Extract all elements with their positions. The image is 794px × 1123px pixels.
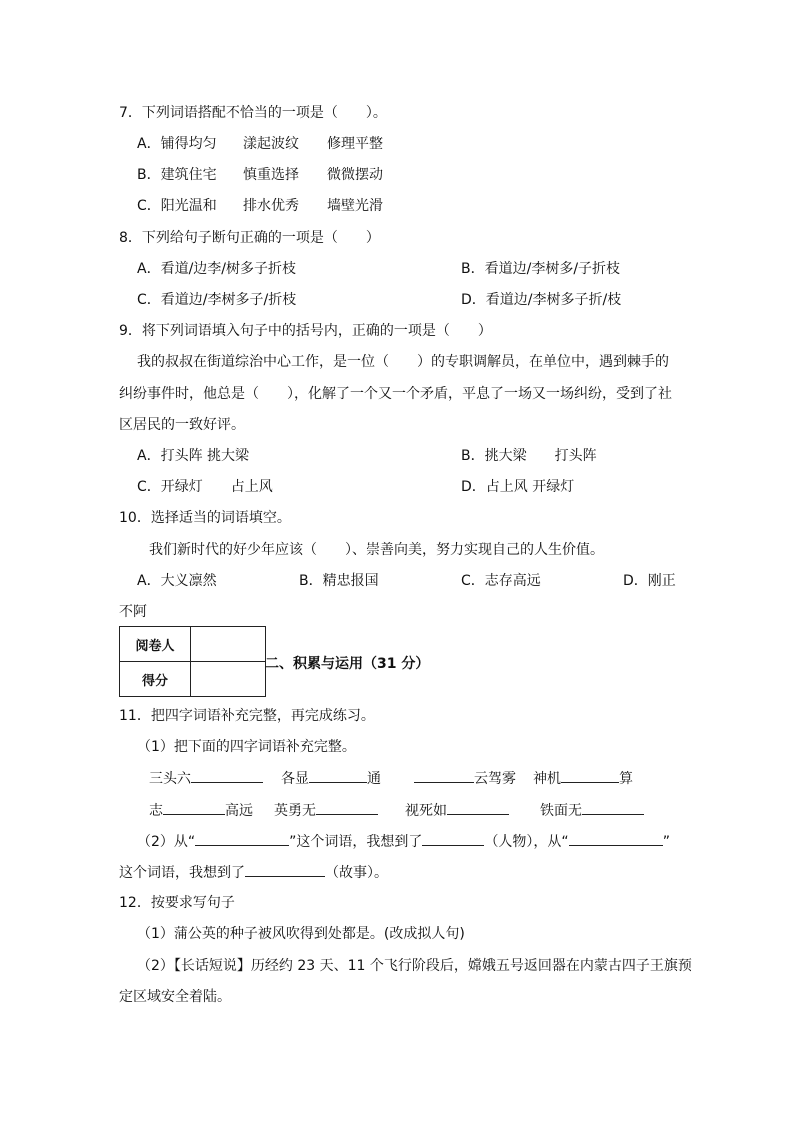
q11-item-3 [414,768,516,789]
q8-option-a: A．看道/边李/树多子折枝 [137,261,297,277]
q9-passage-line3: 区居民的一致好评。 [119,417,245,433]
q11-item-6-text: 英勇无 [274,803,316,819]
q8-option-d: D．看道边/李树多子折/枝 [461,292,622,308]
q9-option-b: B．挑大梁 打头阵 [461,448,597,464]
q11-item-8 [540,800,644,821]
q12-stem: 12．按要求写句子 [119,895,235,911]
fill-blank[interactable] [422,831,484,846]
q10-option-a: A．大义凛然 [137,573,217,589]
fill-blank[interactable] [309,768,367,783]
q10-sentence: 我们新时代的好少年应该（ ）、崇善向美，努力实现自己的人生价值。 [149,542,604,558]
fill-blank[interactable] [316,800,378,815]
q11-sub2-text-3: （人物），从“ [484,834,569,850]
section-2-heading: 二、积累与运用（31 分） [265,656,430,672]
q11-item-5-text: 志 [149,803,163,819]
fill-blank[interactable] [582,800,644,815]
q11-item-1-text: 三头六 [149,771,191,787]
q7-option-c-3: 墙壁光滑 [327,198,383,214]
q7-option-c-2: 排水优秀 [243,198,299,214]
q7-option-b-3: 微微摆动 [327,167,383,183]
q9-passage-line2: 纠纷事件时，他总是（ ），化解了一个又一个矛盾，平息了一场又一场纠纷，受到了社 [119,386,672,402]
score-label: 得分 [120,662,191,697]
q8-option-c: C．看道边/李树多子/折枝 [137,292,297,308]
q10-option-d: D．刚正 [623,573,676,589]
q8-stem: 8．下列给句子断句正确的一项是（ ） [119,230,380,246]
q9-option-c: C．开绿灯 占上风 [137,479,273,495]
q11-sub1: （1）把下面的四字词语补充完整。 [137,739,356,755]
q11-item-8-text: 铁面无 [540,803,582,819]
q11-item-2 [281,768,381,789]
q11-item-2-text-end: 通 [367,771,381,787]
q11-sub2-line1 [137,831,670,852]
q11-sub2-text-2: ”这个词语，我想到了 [289,834,423,850]
q12-sub2-line2: 定区域安全着陆。 [119,989,231,1005]
fill-blank[interactable] [561,768,619,783]
q8-option-b: B．看道边/李树多/子折枝 [461,261,621,277]
q7-option-c-1: C．阳光温和 [137,198,217,214]
fill-blank[interactable] [245,862,325,877]
q10-option-c: C．志存高远 [461,573,541,589]
score-cell[interactable] [191,662,266,697]
q11-sub2-text-4: ” [662,834,670,850]
q11-item-6 [274,800,378,821]
q11-item-7 [405,800,509,821]
q10-option-d-wrap: 不阿 [119,604,147,620]
q11-sub2-text-1: （2）从“ [137,834,196,850]
fill-blank[interactable] [163,800,225,815]
q11-item-4 [533,768,633,789]
q11-item-3-text: 云驾雾 [474,771,516,787]
q11-sub2-line2 [119,862,388,883]
q9-option-a: A．打头阵 挑大梁 [137,448,250,464]
q11-item-4-text-end: 算 [619,771,633,787]
q11-item-4-text: 神机 [533,771,561,787]
q7-option-a-3: 修理平整 [327,136,383,152]
reviewer-cell[interactable] [191,627,266,662]
q12-sub2-line1: （2）【长话短说】历经约 23 天、11 个飞行阶段后，嫦娥五号返回器在内蒙古四子王旗预 [137,958,692,974]
q7-option-a-2: 漾起波纹 [243,136,299,152]
q12-sub1: （1）蒲公英的种子被风吹得到处都是。(改成拟人句) [137,926,465,942]
q11-sub2-text-5: 这个词语，我想到了 [119,865,245,881]
q11-item-7-text: 视死如 [405,803,447,819]
q11-stem: 11．把四字词语补充完整，再完成练习。 [119,708,375,724]
q9-option-d: D．占上风 开绿灯 [461,479,575,495]
q7-stem: 7．下列词语搭配不恰当的一项是（ ）。 [119,105,387,121]
q7-option-b-1: B．建筑住宅 [137,167,217,183]
fill-blank[interactable] [191,768,263,783]
fill-blank[interactable] [414,768,474,783]
q10-stem: 10．选择适当的词语填空。 [119,510,291,526]
score-table [119,626,266,697]
q11-sub2-text-6: （故事）。 [325,865,388,881]
q7-option-b-2: 慎重选择 [243,167,299,183]
q10-option-b: B．精忠报国 [299,573,379,589]
q9-passage-line1: 我的叔叔在街道综治中心工作，是一位（ ）的专职调解员，在单位中，遇到棘手的 [137,354,669,370]
q11-item-2-text: 各显 [281,771,309,787]
q11-item-5 [149,800,253,821]
reviewer-label: 阅卷人 [120,627,191,662]
q11-item-1 [149,768,263,789]
q7-option-a-1: A．铺得均匀 [137,136,217,152]
q11-item-5-text-end: 高远 [225,803,253,819]
fill-blank[interactable] [195,831,289,846]
fill-blank[interactable] [447,800,509,815]
q9-stem: 9．将下列词语填入句子中的括号内，正确的一项是（ ） [119,323,492,339]
fill-blank[interactable] [569,831,663,846]
